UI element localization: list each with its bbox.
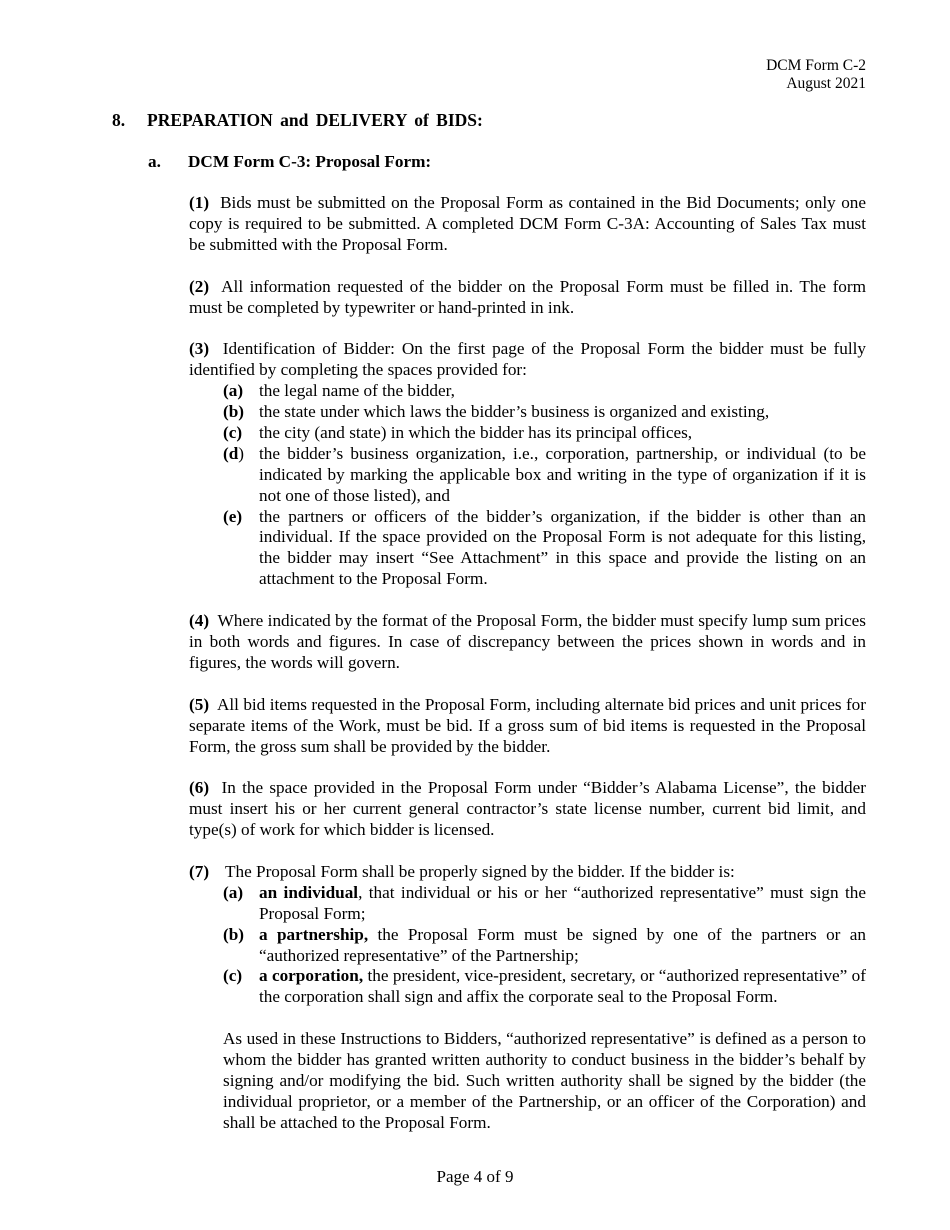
section-title: PREPARATION and DELIVERY of BIDS:	[147, 110, 483, 130]
list-item	[223, 966, 866, 1008]
list-item	[223, 925, 866, 967]
list-item-label: (c)	[223, 966, 243, 986]
document-body	[189, 193, 866, 1134]
form-header	[766, 57, 866, 93]
paragraph-number: (4)	[189, 611, 210, 631]
list-item-text: an individual, that individual or his or her “authorized representative” must sign the Proposal Form;	[259, 882, 866, 923]
list-item-text: the partners or officers of the bidder’s organization, if the bidder is other than an individual. If the space provided on the Proposal Form is not adequate for this listing, the bidder may insert “See Attachment” in this space and provide the listing on an attachment to the Proposal Form.	[259, 506, 866, 589]
list-item	[223, 423, 866, 444]
list-item-label: (b)	[223, 402, 245, 422]
signature-requirements-list	[223, 883, 866, 1008]
paragraph-text: In the space provided in the Proposal Form under “Bidder’s Alabama License”, the bidder must insert his or her current general contractor’s state license number, current bid limit, and type(s) of work for which bidder is licensed.	[189, 778, 866, 840]
paragraph-number: (5)	[189, 694, 210, 714]
list-item-label: (a)	[223, 381, 244, 401]
paragraph-number: (7)	[189, 861, 210, 881]
paragraph-number: (6)	[189, 778, 210, 798]
bidder-identification-list	[223, 381, 866, 590]
paragraph-6	[189, 778, 866, 841]
list-item	[223, 402, 866, 423]
paragraph-text: Identification of Bidder: On the first page of the Proposal Form the bidder must be fully identified by completing the spaces provided for:	[189, 339, 867, 380]
list-item-text: the legal name of the bidder,	[259, 381, 455, 401]
paragraph-text: The Proposal Form shall be properly signed by the bidder. If the bidder is:	[225, 861, 735, 881]
paragraph-1	[189, 193, 866, 256]
list-item-label: (b)	[223, 924, 245, 944]
paragraph-text: All information requested of the bidder on the Proposal Form must be filled in. The form must be completed by typewriter or hand-printed in ink.	[189, 276, 866, 317]
list-item-text: the state under which laws the bidder’s business is organized and existing,	[259, 402, 770, 422]
form-id: DCM Form C-2	[766, 57, 866, 74]
list-item	[223, 507, 866, 591]
subsection-title: DCM Form C-3: Proposal Form:	[188, 152, 432, 171]
paragraph-number: (1)	[189, 193, 210, 212]
paragraph-number: (3)	[189, 339, 210, 359]
paragraph-text: Bids must be submitted on the Proposal Form as contained in the Bid Documents; only one copy is required to be submitted. A completed DCM Form C-3A: Accounting of Sales Tax must be submitted with the Proposal Form.	[189, 193, 867, 254]
paragraph-7	[189, 862, 866, 883]
list-item-text: a partnership, the Proposal Form must be signed by one of the partners or an “authorized representative” of the Partnership;	[259, 924, 866, 965]
page-number: Page 4 of 9	[436, 1167, 514, 1186]
paragraph-3	[189, 339, 866, 381]
paragraph-4	[189, 611, 866, 674]
paragraph-number: (2)	[189, 276, 210, 296]
subsection-heading	[148, 152, 431, 173]
list-item-text: the city (and state) in which the bidder has its principal offices,	[259, 422, 693, 442]
list-item	[223, 444, 866, 507]
section-number: 8.	[112, 110, 126, 130]
list-item-label: (d)	[223, 443, 245, 463]
section-heading	[112, 110, 483, 131]
list-item-text: a corporation, the president, vice-president, secretary, or “authorized representative” of the corporation shall sign and affix the corporate seal to the Proposal Form.	[259, 966, 866, 1007]
list-item	[223, 381, 866, 402]
list-item-label: (c)	[223, 422, 243, 442]
paragraph-text: All bid items requested in the Proposal Form, including alternate bid prices and unit prices for separate items of the Work, must be bid. If a gross sum of bid items is requested in the Proposal Form, the gross sum shall be provided by the bidder.	[189, 694, 866, 756]
list-item-text: the bidder’s business organization, i.e., corporation, partnership, or individual (to be indicated by marking the applicable box and writing in the type of organization if it is not one of those listed), and	[259, 443, 866, 505]
paragraph-text: Where indicated by the format of the Proposal Form, the bidder must specify lump sum prices in both words and figures. In case of discrepancy between the prices shown in words and in figures, the words will govern.	[189, 611, 866, 672]
paragraph-5	[189, 695, 866, 758]
list-item-label: (a)	[223, 882, 244, 902]
list-item-label: (e)	[223, 506, 243, 526]
form-date: August 2021	[786, 75, 866, 92]
list-item	[223, 883, 866, 925]
paragraph-2	[189, 277, 866, 319]
authorized-representative-definition: As used in these Instructions to Bidders, “authorized representative” is defined as a person to whom the bidder has granted written authority to conduct business in the bidder’s behalf by signing and/or modifying the bid. Such written authority shall be signed by the bidder (the individual proprietor, or a member of the Partnership, or an officer of the Corporation) and shall be attached to the Proposal Form.	[223, 1029, 866, 1132]
subsection-letter: a.	[148, 152, 161, 171]
